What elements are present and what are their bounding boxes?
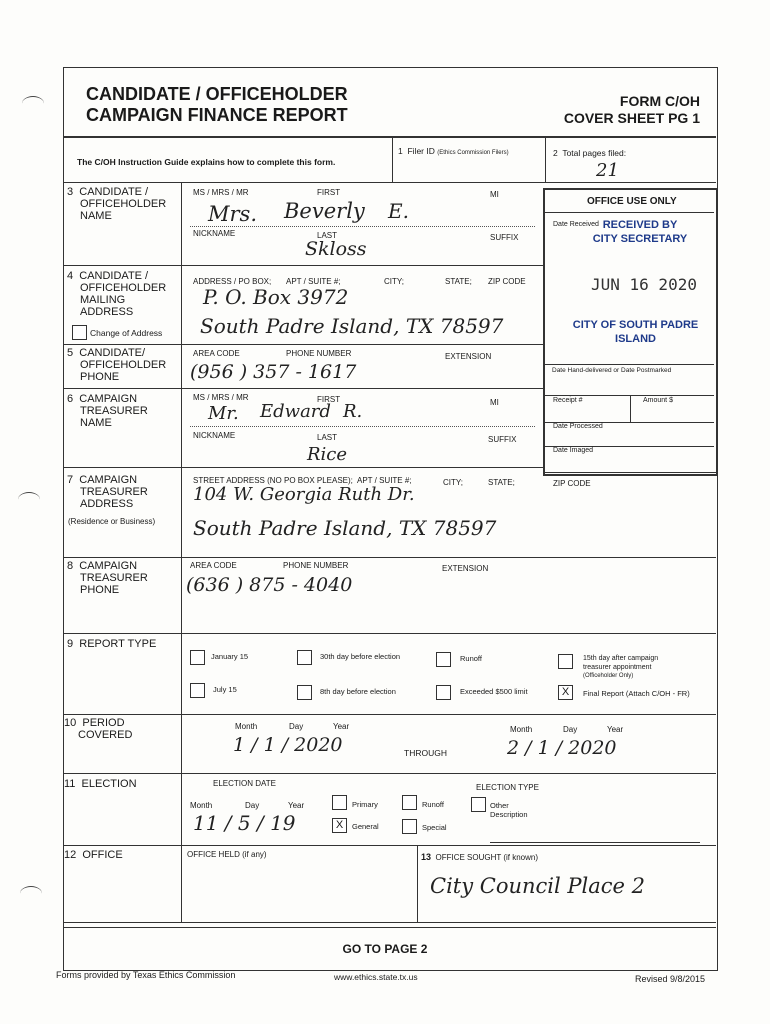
received-stamp: RECEIVED BY CITY SECRETARY bbox=[592, 219, 688, 245]
8th-day-checkbox[interactable] bbox=[297, 685, 312, 700]
treasurer-address-line1: 104 W. Georgia Ruth Dr. bbox=[193, 484, 415, 505]
section-10-label: 10 PERIOD COVERED bbox=[64, 717, 133, 741]
candidate-phone-value: (956 ) 357 - 1617 bbox=[190, 361, 357, 383]
form-id: FORM C/OH COVER SHEET PG 1 bbox=[563, 93, 700, 126]
period-to: 2 / 1 / 2020 bbox=[507, 737, 617, 759]
final-report-checkbox[interactable]: X bbox=[558, 685, 573, 700]
stamp-date: JUN 16 2020 bbox=[591, 275, 697, 294]
office-use-title: OFFICE USE ONLY bbox=[587, 196, 677, 207]
other-checkbox[interactable] bbox=[471, 797, 486, 812]
treasurer-phone-value: (636 ) 875 - 4040 bbox=[186, 574, 353, 596]
candidate-prefix: Mrs. bbox=[208, 202, 257, 226]
binder-mark bbox=[18, 492, 40, 507]
filer-id-label: 1 Filer ID (Ethics Commission Filers) bbox=[398, 146, 509, 156]
candidate-address-line2: South Padre Island, TX 78597 bbox=[200, 314, 504, 338]
general-checkbox[interactable]: X bbox=[332, 818, 347, 833]
exceeded-limit-checkbox[interactable] bbox=[436, 685, 451, 700]
treasurer-first-name: Edward bbox=[260, 401, 331, 422]
30th-day-checkbox[interactable] bbox=[297, 650, 312, 665]
section-7-label: 7 CAMPAIGN TREASURER ADDRESS bbox=[67, 474, 148, 510]
candidate-first-name: Beverly bbox=[284, 199, 365, 223]
stamp-city: CITY OF SOUTH PADRE ISLAND bbox=[572, 319, 699, 345]
through-label: THROUGH bbox=[404, 748, 447, 758]
15th-day-after-checkbox[interactable] bbox=[558, 654, 573, 669]
section-12-label: 12 OFFICE bbox=[64, 849, 123, 861]
receipt-label: Receipt # bbox=[553, 397, 583, 404]
change-of-address-checkbox[interactable] bbox=[72, 325, 87, 340]
runoff-report-checkbox[interactable] bbox=[436, 652, 451, 667]
form-title: CANDIDATE / OFFICEHOLDER CAMPAIGN FINANCE REPORT bbox=[86, 84, 348, 125]
primary-checkbox[interactable] bbox=[332, 795, 347, 810]
section-5-label: 5 CANDIDATE/ OFFICEHOLDER PHONE bbox=[67, 347, 167, 383]
candidate-address-line1: P. O. Box 3972 bbox=[203, 285, 349, 309]
office-sought-value: City Council Place 2 bbox=[430, 874, 645, 898]
section-6-label: 6 CAMPAIGN TREASURER NAME bbox=[67, 393, 148, 429]
treasurer-last-name: Rice bbox=[307, 444, 348, 465]
office-sought-label: 13 OFFICE SOUGHT (if known) bbox=[421, 852, 538, 862]
footer-right: Revised 9/8/2015 bbox=[635, 974, 706, 984]
january-15-checkbox[interactable] bbox=[190, 650, 205, 665]
date-received-label: Date Received bbox=[553, 221, 599, 228]
section-11-label: 11 ELECTION bbox=[64, 778, 137, 790]
processed-label: Date Processed bbox=[553, 423, 603, 430]
treasurer-mi: R. bbox=[343, 401, 363, 422]
section-8-label: 8 CAMPAIGN TREASURER PHONE bbox=[67, 560, 148, 596]
runoff-election-checkbox[interactable] bbox=[402, 795, 417, 810]
amount-label: Amount $ bbox=[643, 397, 673, 404]
election-date-value: 11 / 5 / 19 bbox=[193, 811, 296, 835]
section-9-label: 9 REPORT TYPE bbox=[67, 638, 157, 650]
total-pages-value: 21 bbox=[596, 160, 619, 181]
hand-delivered-label: Date Hand-delivered or Date Postmarked bbox=[552, 367, 672, 374]
go-to-page-2: GO TO PAGE 2 bbox=[342, 942, 428, 956]
residence-note: (Residence or Business) bbox=[68, 517, 156, 526]
treasurer-address-line2: South Padre Island, TX 78597 bbox=[193, 516, 497, 540]
binder-mark bbox=[20, 886, 42, 901]
july-15-checkbox[interactable] bbox=[190, 683, 205, 698]
section-3-label: 3 CANDIDATE / OFFICEHOLDER NAME bbox=[67, 186, 167, 222]
section-4-label: 4 CANDIDATE / OFFICEHOLDER MAILING ADDRESS bbox=[67, 270, 167, 318]
special-checkbox[interactable] bbox=[402, 819, 417, 834]
total-pages-label: 2 Total pages filed: bbox=[553, 148, 627, 158]
imaged-label: Date Imaged bbox=[553, 447, 594, 454]
treasurer-prefix: Mr. bbox=[208, 403, 239, 424]
candidate-last-name: Skloss bbox=[305, 238, 367, 260]
change-of-address-label: Change of Address bbox=[90, 328, 163, 338]
footer-center: www.ethics.state.tx.us bbox=[334, 972, 418, 982]
instruction-text: The C/OH Instruction Guide explains how to complete this form. bbox=[77, 157, 336, 167]
binder-mark bbox=[22, 96, 44, 111]
candidate-mi: E. bbox=[388, 199, 409, 223]
period-from: 1 / 1 / 2020 bbox=[233, 734, 343, 756]
footer-left: Forms provided by Texas Ethics Commission bbox=[56, 970, 236, 980]
